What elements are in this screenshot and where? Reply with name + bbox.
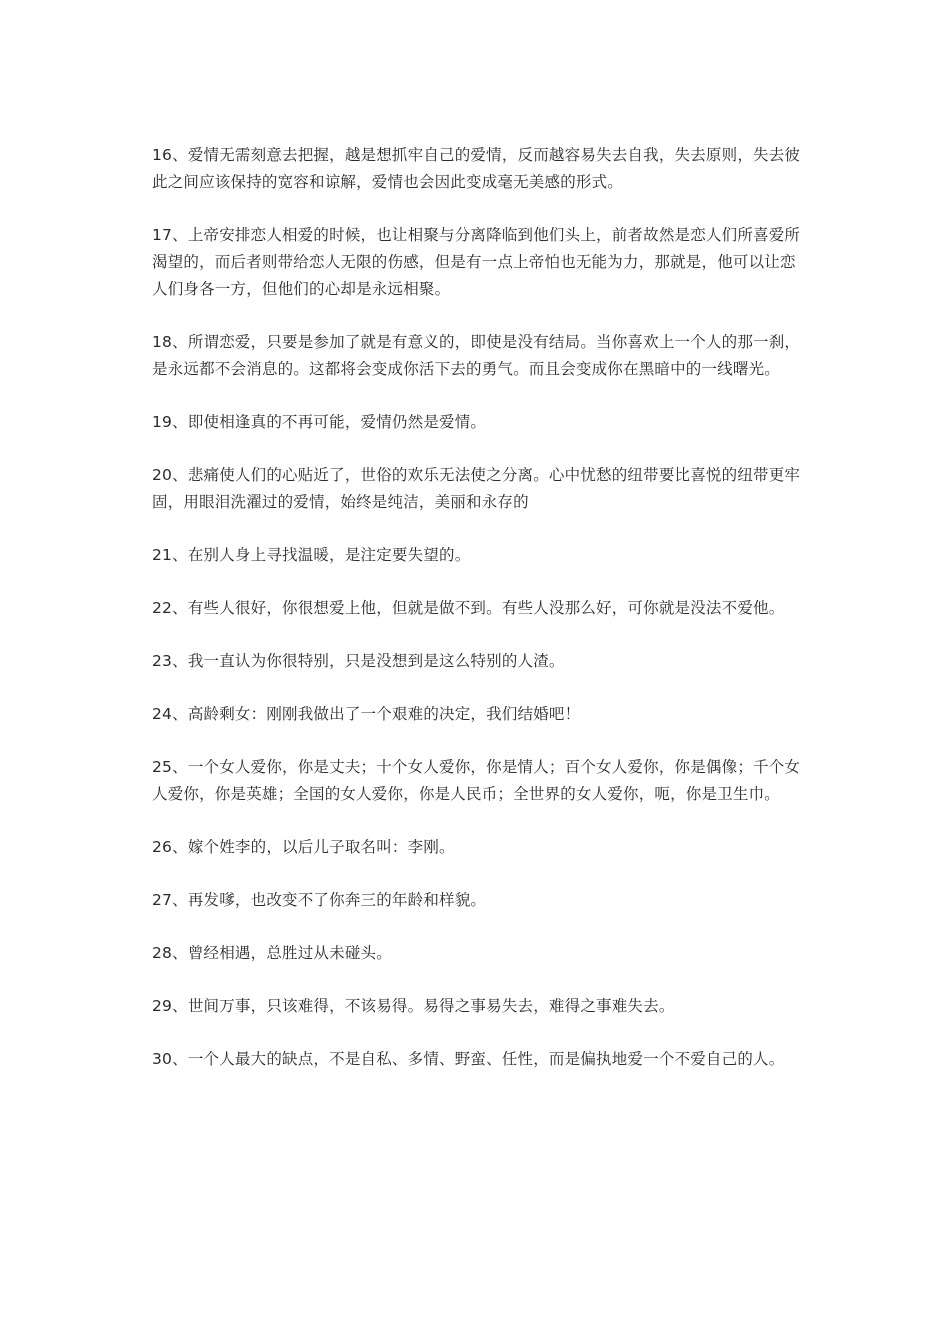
paragraph-29: 29、世间万事，只该难得，不该易得。易得之事易失去，难得之事难失去。 [152, 997, 675, 1015]
paragraph-17: 17、上帝安排恋人相爱的时候，也让相聚与分离降临到他们头上，前者故然是恋人们所喜爱所渴望的，而后者则带给恋人无限的伤感，但是有一点上帝怕也无能为力，那就是，他可以让恋人们身各一方，但他们的心却是永远相聚。 [152, 226, 801, 298]
paragraph-19: 19、即使相逢真的不再可能，爱情仍然是爱情。 [152, 413, 487, 431]
paragraph-23: 23、我一直认为你很特别，只是没想到是这么特别的人渣。 [152, 652, 565, 670]
document-page [152, 142, 804, 1099]
paragraph-21: 21、在别人身上寻找温暖，是注定要失望的。 [152, 546, 471, 564]
paragraph-20: 20、悲痛使人们的心贴近了，世俗的欢乐无法使之分离。心中忧愁的纽带要比喜悦的纽带更牢固，用眼泪洗濯过的爱情，始终是纯洁，美丽和永存的 [152, 466, 801, 511]
paragraph-22: 22、有些人很好，你很想爱上他，但就是做不到。有些人没那么好，可你就是没法不爱他。 [152, 599, 785, 617]
paragraph-25: 25、一个女人爱你，你是丈夫；十个女人爱你，你是情人；百个女人爱你，你是偶像；千个女人爱你，你是英雄；全国的女人爱你，你是人民币；全世界的女人爱你，呃，你是卫生巾。 [152, 758, 801, 803]
paragraph-16: 16、爱情无需刻意去把握，越是想抓牢自己的爱情，反而越容易失去自我，失去原则，失去彼此之间应该保持的宽容和谅解，爱情也会因此变成毫无美感的形式。 [152, 146, 801, 191]
paragraph-30: 30、一个人最大的缺点，不是自私、多情、野蛮、任性，而是偏执地爱一个不爱自己的人。 [152, 1050, 785, 1068]
paragraph-28: 28、曾经相遇，总胜过从未碰头。 [152, 944, 392, 962]
paragraph-24: 24、高龄剩女：刚刚我做出了一个艰难的决定，我们结婚吧！ [152, 705, 581, 723]
paragraph-26: 26、嫁个姓李的，以后儿子取名叫：李刚。 [152, 838, 455, 856]
paragraph-27: 27、再发嗲，也改变不了你奔三的年龄和样貌。 [152, 891, 487, 909]
paragraph-18: 18、所谓恋爱，只要是参加了就是有意义的，即使是没有结局。当你喜欢上一个人的那一刹，是永远都不会消息的。这都将会变成你活下去的勇气。而且会变成你在黑暗中的一线曙光。 [152, 333, 801, 378]
